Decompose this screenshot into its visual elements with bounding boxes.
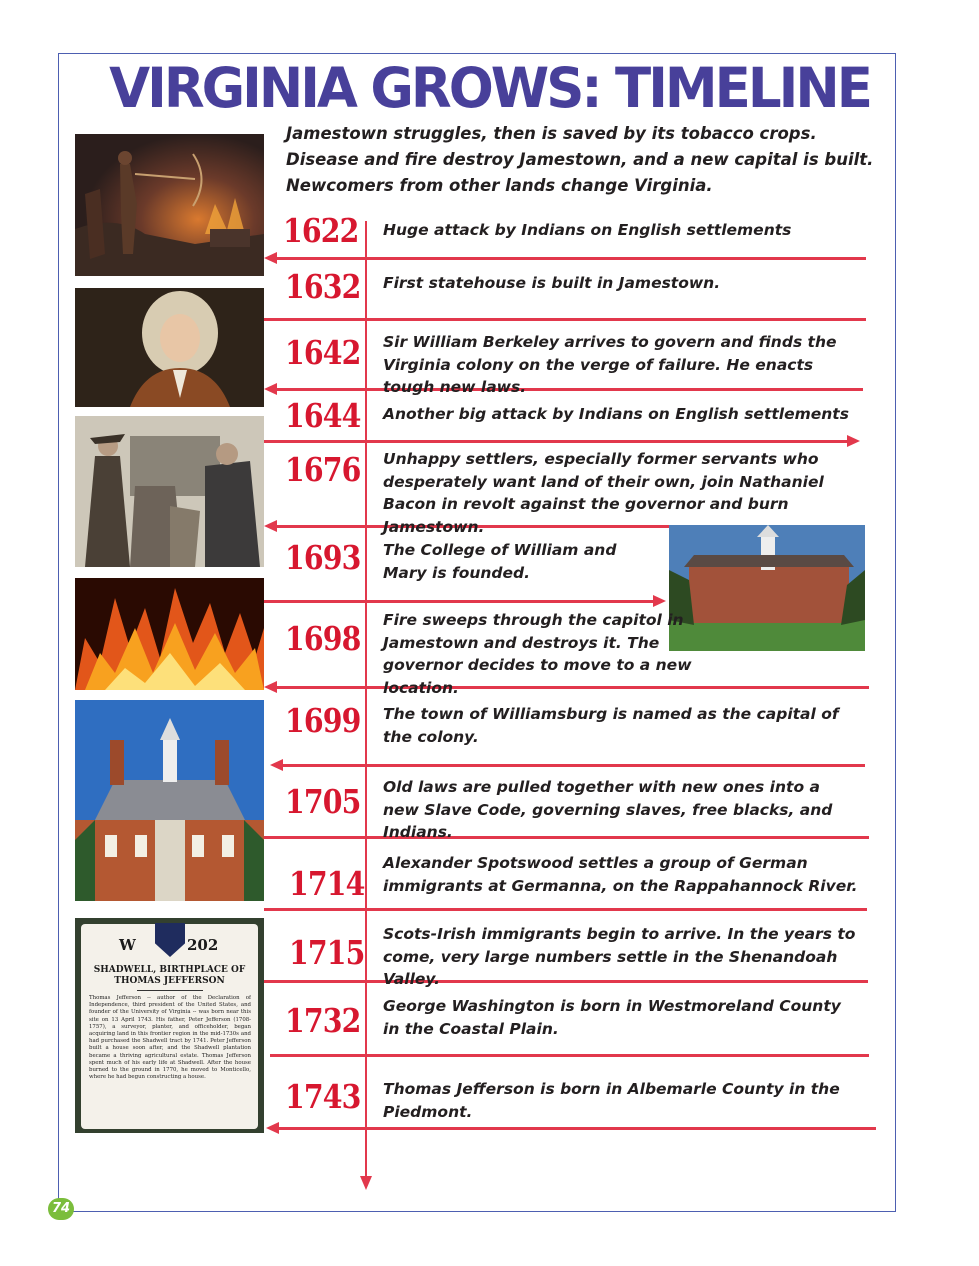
picture-berkeley-portrait [75,288,264,407]
timeline-year: 1705 [285,782,361,821]
timeline-event: Thomas Jefferson is born in Albemarle County in the Piedmont. [383,1080,840,1121]
timeline-divider [276,257,866,260]
timeline-axis [365,221,367,1178]
timeline-event: The College of William and Mary is founded. [383,541,617,582]
timeline-year: 1714 [289,864,365,903]
page-title: VIRGINIA GROWS: TIMELINE [109,56,870,121]
marker-heading-line2: THOMAS JEFFERSON [114,976,225,986]
intro-line: Disease and fire destroy Jamestown, and a new capital is built. [286,150,874,169]
marker-number: 202 [187,936,219,954]
timeline-divider [282,764,865,767]
timeline-year: 1676 [285,450,361,489]
page-number: 74 [48,1198,74,1220]
timeline-event: Huge attack by Indians on English settlements [383,221,792,239]
timeline-year: 1699 [285,701,361,740]
timeline-event: Sir William Berkeley arrives to govern and finds the Virginia colony on the verge of failure. He enacts tough new laws. [383,333,837,396]
timeline-divider [264,908,867,911]
marker-body: Thomas Jefferson -- author of the Declaration of Independence, third president of the United States, and founder of the University of Virginia -- was born near this site on 13 April 1743. His father, Peter Jefferson (1708-1757), a surveyor, planter, and officeholder, began acquiring land in this frontier region in the mid-1730s and had purchased the Shadwell tract by 1741. Peter Jefferson built a house soon after, and the Shadwell plantation became a thriving agricultural estate. Thomas Jefferson spent much of his early life at Shadwell. After the house burned to the ground in 1770, he moved to Monticello, where he had begun constructing a house. [89,995,251,1081]
timeline-event: George Washington is born in Westmoreland County in the Coastal Plain. [383,997,841,1038]
picture-fire [75,578,264,690]
timeline-year: 1642 [285,333,361,372]
picture-bacons-rebellion [75,416,264,567]
timeline-divider [264,440,848,443]
timeline-event: Alexander Spotswood settles a group of German immigrants at Germanna, on the Rappahannock River. [383,854,858,895]
timeline-event: Fire sweeps through the capitol in Jamestown and destroys it. The governor decides to move to a new location. [383,611,692,697]
timeline-year: 1644 [285,396,361,435]
timeline-year: 1632 [285,267,361,306]
marker-letter: W [119,936,136,954]
picture-governors-palace [75,700,264,901]
timeline-divider [278,1127,876,1130]
timeline-divider [264,600,654,603]
timeline-year: 1715 [289,933,365,972]
timeline-divider [270,1054,869,1057]
timeline-year: 1693 [285,538,361,577]
timeline-event: The town of Williamsburg is named as the capital of the colony. [383,705,839,746]
timeline-event: Unhappy settlers, especially former servants who desperately want land of their own, join Nathaniel Bacon in revolt against the governor and burn Jamestown. [383,450,824,536]
timeline-divider [264,318,866,321]
picture-indian-attack [75,134,264,276]
intro-line: Jamestown struggles, then is saved by its tobacco crops. [286,124,817,143]
timeline-event: Another big attack by Indians on English settlements [383,405,849,423]
marker-heading-line1: SHADWELL, BIRTHPLACE OF [93,965,246,975]
intro-line: Newcomers from other lands change Virginia. [286,176,713,195]
intro-text [286,121,874,199]
timeline-event: Scots-Irish immigrants begin to arrive. In the years to come, very large numbers settle in the Shenandoah Valley. [383,925,856,988]
marker-divider [137,990,203,991]
timeline-year: 1622 [283,211,359,250]
timeline-year: 1698 [285,619,361,658]
timeline-axis-arrow [360,1176,372,1190]
timeline-event: Old laws are pulled together with new ones into a new Slave Code, governing slaves, free blacks, and Indians. [383,778,833,841]
timeline-year: 1743 [285,1077,361,1116]
timeline-year: 1732 [285,1001,361,1040]
timeline-event: First statehouse is built in Jamestown. [383,274,721,292]
picture-historical-marker [75,918,264,1133]
